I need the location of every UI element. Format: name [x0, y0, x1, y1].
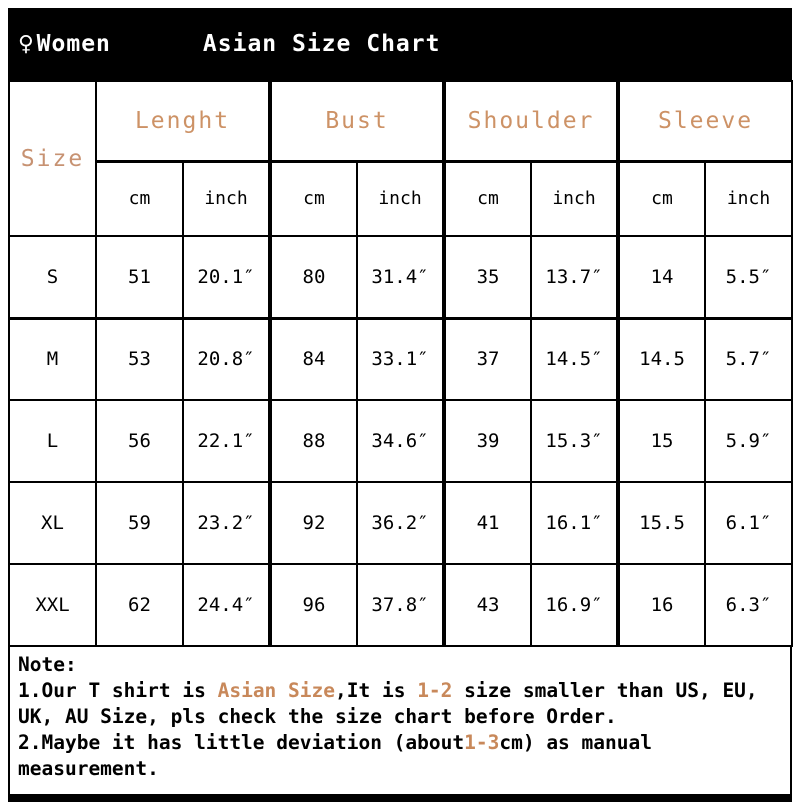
unit-header: inch [531, 161, 618, 236]
table-group-header-row [9, 81, 792, 161]
note-title: Note: [18, 653, 77, 676]
note-line-3 [18, 730, 782, 756]
unit-header: cm [270, 161, 357, 236]
table-row-s [9, 236, 792, 318]
note-accent-1-2: 1-2 [417, 679, 453, 702]
size-column-header: Size [9, 81, 96, 236]
table-row-m [9, 318, 792, 400]
note-line-1 [18, 678, 782, 704]
table-row-xxl [9, 564, 792, 646]
measurement-cell: 53 [96, 318, 183, 400]
measurement-cell: 23.2″ [183, 482, 270, 564]
measurement-cell: 22.1″ [183, 400, 270, 482]
measurement-cell: 14.5″ [531, 318, 618, 400]
measurement-cell: 37 [444, 318, 531, 400]
measurement-cell: 37.8″ [357, 564, 444, 646]
measurement-cell: 51 [96, 236, 183, 318]
measurement-cell: 16.1″ [531, 482, 618, 564]
size-cell: XXL [9, 564, 96, 646]
measurement-cell: 13.7″ [531, 236, 618, 318]
measurement-cell: 34.6″ [357, 400, 444, 482]
unit-header: inch [357, 161, 444, 236]
measurement-cell: 84 [270, 318, 357, 400]
note-text: 1.Our T shirt is [18, 679, 218, 702]
measurement-cell: 16 [618, 564, 705, 646]
note-section [8, 647, 792, 794]
note-line-4: measurement. [18, 757, 159, 780]
measurement-cell: 35 [444, 236, 531, 318]
table-row-xl [9, 482, 792, 564]
measurement-cell: 59 [96, 482, 183, 564]
group-header-sleeve: Sleeve [618, 81, 792, 161]
measurement-cell: 15 [618, 400, 705, 482]
note-text: size smaller than US, EU, [452, 679, 758, 702]
measurement-cell: 5.9″ [705, 400, 792, 482]
table-unit-header-row [9, 161, 792, 236]
chart-title: Asian Size Chart [202, 31, 441, 57]
size-cell: L [9, 400, 96, 482]
measurement-cell: 24.4″ [183, 564, 270, 646]
measurement-cell: 6.3″ [705, 564, 792, 646]
measurement-cell: 20.8″ [183, 318, 270, 400]
unit-header: inch [183, 161, 270, 236]
bottom-bar [8, 794, 792, 802]
measurement-cell: 5.7″ [705, 318, 792, 400]
unit-header: cm [618, 161, 705, 236]
unit-header: inch [705, 161, 792, 236]
measurement-cell: 62 [96, 564, 183, 646]
measurement-cell: 15.3″ [531, 400, 618, 482]
group-header-lenght: Lenght [96, 81, 270, 161]
measurement-cell: 39 [444, 400, 531, 482]
measurement-cell: 36.2″ [357, 482, 444, 564]
measurement-cell: 92 [270, 482, 357, 564]
women-label [18, 29, 111, 59]
measurement-cell: 5.5″ [705, 236, 792, 318]
measurement-cell: 16.9″ [531, 564, 618, 646]
measurement-cell: 6.1″ [705, 482, 792, 564]
measurement-cell: 31.4″ [357, 236, 444, 318]
size-table [8, 80, 793, 647]
measurement-cell: 88 [270, 400, 357, 482]
measurement-cell: 33.1″ [357, 318, 444, 400]
measurement-cell: 14 [618, 236, 705, 318]
measurement-cell: 14.5 [618, 318, 705, 400]
measurement-cell: 15.5 [618, 482, 705, 564]
measurement-cell: 41 [444, 482, 531, 564]
size-cell: XL [9, 482, 96, 564]
measurement-cell: 96 [270, 564, 357, 646]
note-text: 2.Maybe it has little deviation (about [18, 731, 465, 754]
group-header-shoulder: Shoulder [444, 81, 618, 161]
women-label-text: Women [36, 31, 111, 57]
measurement-cell: 80 [270, 236, 357, 318]
measurement-cell: 56 [96, 400, 183, 482]
unit-header: cm [96, 161, 183, 236]
title-bar [8, 8, 792, 80]
measurement-cell: 20.1″ [183, 236, 270, 318]
measurement-cell: 43 [444, 564, 531, 646]
note-line-2: UK, AU Size, pls check the size chart before Order. [18, 705, 617, 728]
female-icon: ♀ [18, 29, 35, 59]
note-accent-asian-size: Asian Size [217, 679, 335, 702]
unit-header: cm [444, 161, 531, 236]
size-cell: M [9, 318, 96, 400]
group-header-bust: Bust [270, 81, 444, 161]
table-row-l [9, 400, 792, 482]
size-cell: S [9, 236, 96, 318]
note-text: cm) as manual [499, 731, 652, 754]
note-text: ,It is [335, 679, 418, 702]
note-accent-1-3cm: 1-3 [464, 731, 500, 754]
